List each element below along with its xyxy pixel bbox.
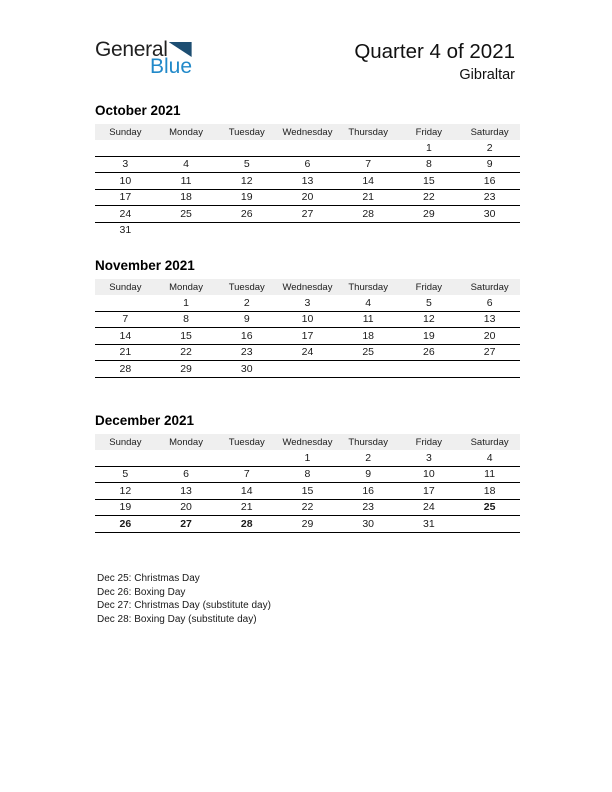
day-cell: 1 bbox=[304, 451, 311, 464]
day-cell: 23 bbox=[362, 501, 374, 514]
day-cell: 8 bbox=[425, 158, 432, 171]
month-title: October 2021 bbox=[95, 103, 181, 118]
weekday-header: Sunday bbox=[95, 279, 156, 295]
day-cell bbox=[95, 295, 156, 311]
day-cell: 2 bbox=[365, 451, 372, 464]
day-cell: 27 bbox=[301, 207, 314, 220]
holiday-notes bbox=[97, 572, 271, 626]
weekday-header: Saturday bbox=[459, 434, 520, 450]
day-cell: 25 bbox=[483, 501, 496, 514]
day-cell: 1 bbox=[183, 296, 189, 309]
day-cell: 20 bbox=[483, 329, 496, 342]
day-cell: 24 bbox=[423, 501, 435, 514]
day-cell bbox=[338, 222, 399, 238]
general-blue-logo bbox=[95, 39, 192, 77]
day-cell: 14 bbox=[119, 329, 132, 342]
day-cell bbox=[459, 516, 520, 533]
day-cell: 19 bbox=[240, 191, 253, 204]
day-cell: 9 bbox=[486, 158, 493, 171]
day-cell bbox=[399, 532, 460, 548]
day-cell: 15 bbox=[180, 329, 192, 342]
day-cell: 4 bbox=[365, 296, 372, 309]
weekday-header: Sunday bbox=[95, 124, 156, 140]
day-cell bbox=[95, 140, 156, 156]
weekday-header: Monday bbox=[156, 279, 217, 295]
day-cell: 21 bbox=[119, 346, 132, 359]
day-cell: 20 bbox=[301, 191, 314, 204]
day-cell bbox=[459, 361, 520, 378]
weekday-header-row bbox=[95, 124, 520, 140]
weekday-header-row bbox=[95, 279, 520, 295]
day-cell: 25 bbox=[362, 346, 374, 359]
weekday-header: Friday bbox=[399, 124, 460, 140]
week-row bbox=[95, 173, 520, 190]
day-cell: 4 bbox=[486, 451, 493, 464]
day-cell: 19 bbox=[119, 501, 132, 514]
day-cell: 14 bbox=[240, 484, 253, 497]
weekday-header-row bbox=[95, 434, 520, 450]
week-row bbox=[95, 206, 520, 223]
day-cell bbox=[95, 532, 156, 548]
day-cell: 8 bbox=[183, 313, 189, 326]
day-cell: 22 bbox=[180, 346, 192, 359]
day-cell: 6 bbox=[183, 468, 189, 481]
weekday-header: Saturday bbox=[459, 124, 520, 140]
holiday-note: Dec 27: Christmas Day (substitute day) bbox=[97, 600, 271, 611]
day-cell bbox=[459, 377, 520, 393]
day-cell: 5 bbox=[425, 296, 432, 309]
weekday-header: Tuesday bbox=[216, 124, 277, 140]
day-cell: 17 bbox=[423, 484, 435, 497]
day-cell: 23 bbox=[240, 346, 253, 359]
day-cell: 29 bbox=[180, 362, 192, 375]
weekday-header: Thursday bbox=[338, 279, 399, 295]
weekday-header: Wednesday bbox=[277, 279, 338, 295]
day-cell: 10 bbox=[423, 468, 435, 481]
day-cell bbox=[459, 532, 520, 548]
holiday-note: Dec 28: Boxing Day (substitute day) bbox=[97, 613, 257, 625]
day-cell bbox=[277, 377, 338, 393]
day-cell: 29 bbox=[423, 207, 435, 220]
day-cell: 28 bbox=[240, 517, 253, 530]
day-cell: 12 bbox=[240, 174, 253, 187]
day-cell bbox=[338, 532, 399, 548]
day-cell: 16 bbox=[483, 174, 496, 187]
day-cell: 12 bbox=[119, 484, 132, 497]
day-cell bbox=[399, 377, 460, 393]
weekday-header: Monday bbox=[156, 434, 217, 450]
day-cell: 30 bbox=[240, 362, 253, 375]
day-cell: 17 bbox=[119, 191, 132, 204]
logo-text-general: General bbox=[95, 38, 168, 61]
day-cell bbox=[216, 450, 277, 466]
day-cell: 3 bbox=[122, 158, 129, 171]
logo-text-blue: Blue bbox=[150, 55, 193, 78]
week-row bbox=[95, 344, 520, 361]
day-cell: 7 bbox=[243, 468, 250, 481]
day-cell: 20 bbox=[180, 501, 192, 514]
day-cell: 13 bbox=[180, 484, 192, 497]
day-cell bbox=[216, 140, 277, 156]
month-title: December 2021 bbox=[95, 413, 195, 428]
day-cell: 11 bbox=[362, 313, 374, 326]
day-cell: 6 bbox=[486, 296, 493, 309]
title-block bbox=[354, 40, 515, 84]
week-row bbox=[95, 483, 520, 500]
day-cell: 28 bbox=[362, 207, 374, 220]
day-cell: 24 bbox=[301, 346, 314, 359]
day-cell: 4 bbox=[183, 158, 189, 171]
day-cell: 22 bbox=[423, 191, 435, 204]
day-cell: 16 bbox=[240, 329, 253, 342]
week-row bbox=[95, 466, 520, 483]
day-cell bbox=[338, 140, 399, 156]
day-cell: 2 bbox=[486, 141, 493, 154]
day-cell bbox=[156, 140, 217, 156]
week-row bbox=[95, 377, 520, 393]
day-cell: 28 bbox=[119, 362, 132, 375]
day-cell bbox=[95, 377, 156, 393]
month-table bbox=[95, 434, 520, 548]
day-cell: 9 bbox=[243, 313, 250, 326]
day-cell: 9 bbox=[365, 468, 372, 481]
day-cell: 25 bbox=[180, 207, 192, 220]
weekday-header: Thursday bbox=[338, 434, 399, 450]
day-cell: 30 bbox=[483, 207, 496, 220]
day-cell bbox=[399, 361, 460, 378]
page-title: Quarter 4 of 2021 bbox=[354, 40, 515, 63]
weekday-header: Thursday bbox=[338, 124, 399, 140]
day-cell bbox=[338, 361, 399, 378]
day-cell: 30 bbox=[362, 517, 374, 530]
weekday-header: Friday bbox=[399, 434, 460, 450]
day-cell: 7 bbox=[122, 313, 129, 326]
day-cell bbox=[216, 222, 277, 238]
week-row bbox=[95, 311, 520, 328]
week-row bbox=[95, 450, 520, 466]
day-cell: 18 bbox=[180, 191, 192, 204]
day-cell: 13 bbox=[483, 313, 496, 326]
month-title: November 2021 bbox=[95, 258, 195, 273]
day-cell bbox=[156, 377, 217, 393]
week-row bbox=[95, 532, 520, 548]
day-cell bbox=[459, 222, 520, 238]
day-cell: 8 bbox=[304, 468, 311, 481]
day-cell: 23 bbox=[483, 191, 496, 204]
day-cell: 29 bbox=[301, 517, 314, 530]
month-table bbox=[95, 124, 520, 238]
page-subtitle: Gibraltar bbox=[459, 67, 515, 83]
week-row bbox=[95, 516, 520, 533]
week-row bbox=[95, 499, 520, 516]
holiday-note: Dec 26: Boxing Day bbox=[97, 586, 186, 598]
week-row bbox=[95, 189, 520, 206]
day-cell: 17 bbox=[301, 329, 314, 342]
day-cell: 5 bbox=[243, 158, 250, 171]
week-row bbox=[95, 156, 520, 173]
day-cell: 26 bbox=[240, 207, 253, 220]
holiday-note: Dec 25: Christmas Day bbox=[97, 573, 200, 584]
day-cell: 12 bbox=[423, 313, 435, 326]
day-cell: 11 bbox=[484, 468, 496, 481]
month-calendar bbox=[95, 414, 520, 548]
day-cell: 7 bbox=[365, 158, 372, 171]
day-cell bbox=[156, 222, 217, 238]
day-cell bbox=[338, 377, 399, 393]
day-cell: 22 bbox=[301, 501, 314, 514]
weekday-header: Wednesday bbox=[277, 124, 338, 140]
weekday-header: Saturday bbox=[459, 279, 520, 295]
day-cell: 3 bbox=[425, 451, 432, 464]
week-row bbox=[95, 328, 520, 345]
weekday-header: Tuesday bbox=[216, 279, 277, 295]
day-cell bbox=[95, 450, 156, 466]
day-cell: 31 bbox=[423, 517, 435, 530]
day-cell bbox=[277, 140, 338, 156]
day-cell: 1 bbox=[425, 141, 432, 154]
day-cell: 31 bbox=[119, 224, 132, 237]
day-cell bbox=[399, 222, 460, 238]
day-cell: 15 bbox=[301, 484, 314, 497]
day-cell: 3 bbox=[304, 296, 311, 309]
week-row bbox=[95, 295, 520, 311]
day-cell: 16 bbox=[362, 484, 374, 497]
day-cell: 5 bbox=[122, 468, 129, 481]
month-calendar bbox=[95, 259, 520, 393]
weekday-header: Sunday bbox=[95, 434, 156, 450]
weekday-header: Wednesday bbox=[277, 434, 338, 450]
day-cell: 27 bbox=[180, 517, 192, 530]
day-cell: 15 bbox=[423, 174, 435, 187]
week-row bbox=[95, 140, 520, 156]
day-cell bbox=[156, 450, 217, 466]
day-cell: 18 bbox=[483, 484, 496, 497]
day-cell: 21 bbox=[362, 191, 374, 204]
day-cell: 14 bbox=[362, 174, 374, 187]
day-cell: 13 bbox=[301, 174, 314, 187]
weekday-header: Tuesday bbox=[216, 434, 277, 450]
day-cell: 21 bbox=[240, 501, 253, 514]
day-cell bbox=[277, 361, 338, 378]
day-cell bbox=[277, 222, 338, 238]
day-cell bbox=[216, 377, 277, 393]
month-calendar bbox=[95, 104, 520, 238]
weekday-header: Monday bbox=[156, 124, 217, 140]
day-cell: 26 bbox=[423, 346, 435, 359]
day-cell bbox=[156, 532, 217, 548]
day-cell bbox=[277, 532, 338, 548]
day-cell: 19 bbox=[423, 329, 435, 342]
week-row bbox=[95, 361, 520, 378]
day-cell: 10 bbox=[119, 174, 132, 187]
month-table bbox=[95, 279, 520, 393]
weekday-header: Friday bbox=[399, 279, 460, 295]
day-cell: 2 bbox=[243, 296, 250, 309]
day-cell: 18 bbox=[362, 329, 374, 342]
day-cell bbox=[216, 532, 277, 548]
day-cell: 10 bbox=[301, 313, 314, 326]
day-cell: 24 bbox=[119, 207, 132, 220]
day-cell: 6 bbox=[304, 158, 311, 171]
week-row bbox=[95, 222, 520, 238]
day-cell: 11 bbox=[180, 174, 192, 187]
day-cell: 26 bbox=[119, 517, 132, 530]
day-cell: 27 bbox=[483, 346, 496, 359]
